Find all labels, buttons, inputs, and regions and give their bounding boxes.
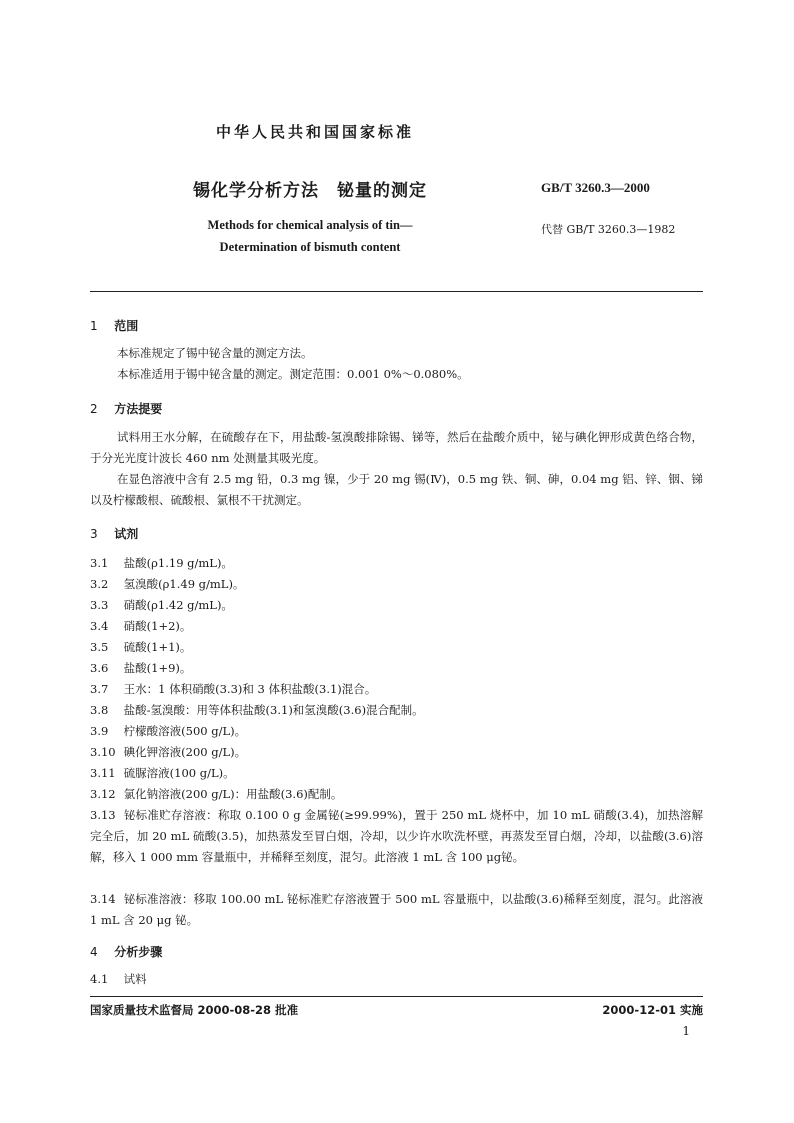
reagent-item xyxy=(90,658,703,679)
reagent-item xyxy=(90,763,703,784)
implementation-date: 2000-12-01 实施 xyxy=(602,1003,703,1017)
reagent-item xyxy=(90,637,703,658)
item-number: 3.8 xyxy=(90,703,109,717)
item-number: 3.4 xyxy=(90,619,109,633)
item-number: 4.1 xyxy=(90,972,109,986)
item-number: 3.6 xyxy=(90,661,109,675)
replaces-note: 代替 GB/T 3260.3—1982 xyxy=(541,223,676,236)
reagent-item xyxy=(90,889,703,931)
section-number: 1 xyxy=(90,319,98,333)
section-3-heading xyxy=(90,525,138,542)
item-text: 盐酸(1+9)。 xyxy=(123,661,192,675)
section-title: 分析步骤 xyxy=(114,945,163,959)
item-number: 3.13 xyxy=(90,808,116,822)
section-title: 范围 xyxy=(114,319,139,333)
national-standard-heading: 中华人民共和国国家标准 xyxy=(215,123,414,141)
document-title: 锡化学分析方法 铋量的测定 xyxy=(193,181,427,201)
standard-code: GB/T 3260.3—2000 xyxy=(541,180,650,195)
header-divider xyxy=(90,291,703,292)
item-number: 3.10 xyxy=(90,745,116,759)
item-text: 盐酸-氢溴酸：用等体积盐酸(3.1)和氢溴酸(3.6)混合配制。 xyxy=(123,703,424,717)
english-title-line-2: Determination of bismuth content xyxy=(219,240,401,254)
item-number: 3.9 xyxy=(90,724,109,738)
item-text: 氯化钠溶液(200 g/L)：用盐酸(3.6)配制。 xyxy=(123,787,343,801)
subsection-heading xyxy=(90,969,703,990)
section-title: 试剂 xyxy=(114,527,139,541)
section-2-heading xyxy=(90,400,162,417)
english-title-line-1: Methods for chemical analysis of tin— xyxy=(207,218,413,232)
footer-divider xyxy=(90,996,703,997)
item-text: 铋标准贮存溶液：称取 0.100 0 g 金属铋(≥99.99%)，置于 250 mL 烧杯中，加 10 mL 硝酸(3.4)，加热溶解完全后，加 20 mL 硫酸(3.5)，加热蒸发至冒白烟，冷却，以少许水吹洗杯壁，再蒸发至冒白烟，冷却，以盐酸(3.6)溶解，移入 1 000 mm 容量瓶中，并稀释至刻度，混匀。此溶液 1 mL 含 100 μg铋。 xyxy=(90,808,703,864)
approval-note: 国家质量技术监督局 2000-08-28 批准 xyxy=(90,1003,299,1017)
item-number: 3.12 xyxy=(90,787,116,801)
item-text: 硫脲溶液(100 g/L)。 xyxy=(123,766,235,780)
section-2-paragraph: 试料用王水分解，在硫酸存在下，用盐酸-氢溴酸排除锡、锑等，然后在盐酸介质中，铋与碘化钾形成黄色络合物，于分光光度计波长 460 nm 处测量其吸光度。 xyxy=(90,430,703,465)
reagent-item xyxy=(90,700,703,721)
reagent-item xyxy=(90,805,703,868)
section-number: 3 xyxy=(90,527,98,541)
item-number: 3.2 xyxy=(90,577,109,591)
reagent-item xyxy=(90,595,703,616)
reagent-item xyxy=(90,721,703,742)
section-number: 4 xyxy=(90,945,98,959)
section-number: 2 xyxy=(90,402,98,416)
item-number: 3.5 xyxy=(90,640,109,654)
item-text: 硝酸(1+2)。 xyxy=(123,619,192,633)
item-text: 氢溴酸(ρ1.49 g/mL)。 xyxy=(123,577,245,591)
section-2-paragraph: 在显色溶液中含有 2.5 mg 铅，0.3 mg 镍，少于 20 mg 锡(Ⅳ)，0.5 mg 铁、铜、砷，0.04 mg 铝、锌、铟、锑以及柠檬酸根、硫酸根、氯根不干扰测定。 xyxy=(90,472,703,507)
item-number: 3.11 xyxy=(90,766,116,780)
item-text: 硫酸(1+1)。 xyxy=(123,640,192,654)
item-text: 硝酸(ρ1.42 g/mL)。 xyxy=(123,598,233,612)
item-text: 试料 xyxy=(123,972,147,986)
section-1-paragraph: 本标准适用于锡中铋含量的测定。测定范围：0.001 0%～0.080%。 xyxy=(117,367,469,381)
item-text: 柠檬酸溶液(500 g/L)。 xyxy=(123,724,247,738)
item-text: 盐酸(ρ1.19 g/mL)。 xyxy=(123,556,233,570)
reagent-item xyxy=(90,616,703,637)
reagent-item xyxy=(90,742,703,763)
item-text: 碘化钾溶液(200 g/L)。 xyxy=(123,745,247,759)
reagent-item xyxy=(90,553,703,574)
item-number: 3.7 xyxy=(90,682,109,696)
reagent-item xyxy=(90,679,703,700)
item-number: 3.14 xyxy=(90,892,116,906)
reagent-item xyxy=(90,574,703,595)
item-number: 3.1 xyxy=(90,556,109,570)
reagent-item xyxy=(90,784,703,805)
item-text: 王水：1 体积硝酸(3.3)和 3 体积盐酸(3.1)混合。 xyxy=(123,682,377,696)
item-number: 3.3 xyxy=(90,598,109,612)
item-text: 铋标准溶液：移取 100.00 mL 铋标准贮存溶液置于 500 mL 容量瓶中，以盐酸(3.6)稀释至刻度，混匀。此溶液 1 mL 含 20 μg 铋。 xyxy=(90,892,703,927)
section-4-heading xyxy=(90,943,162,960)
section-1-paragraph: 本标准规定了锡中铋含量的测定方法。 xyxy=(117,346,313,360)
section-1-heading xyxy=(90,317,138,334)
page-number: 1 xyxy=(682,1024,690,1038)
section-title: 方法提要 xyxy=(114,402,163,416)
